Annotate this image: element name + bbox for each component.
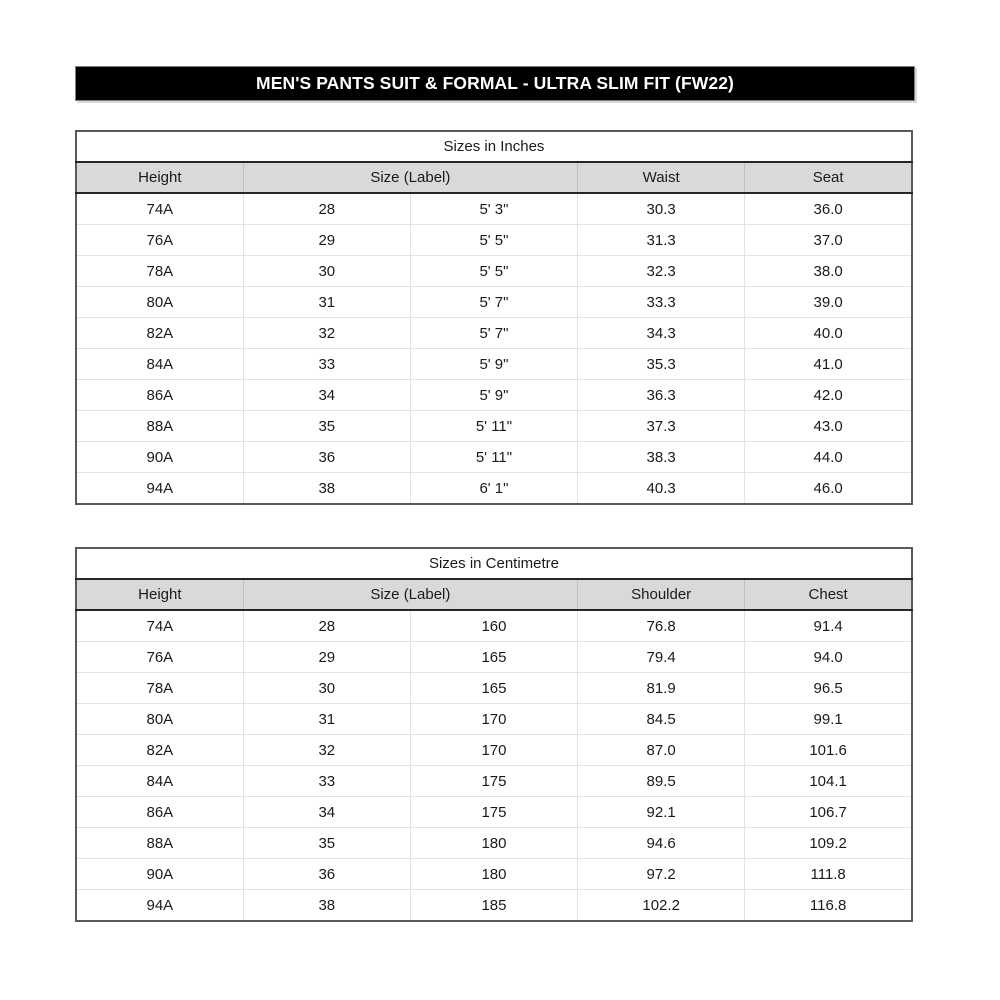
table-cell: 5' 3" bbox=[410, 193, 577, 225]
table-cell: 101.6 bbox=[745, 735, 912, 766]
table-cell: 34.3 bbox=[578, 318, 745, 349]
table-cell: 84A bbox=[76, 349, 243, 380]
table-cell: 104.1 bbox=[745, 766, 912, 797]
table-cell: 96.5 bbox=[745, 673, 912, 704]
table-cell: 44.0 bbox=[745, 442, 912, 473]
table-cell: 36 bbox=[243, 442, 410, 473]
table-cell: 42.0 bbox=[745, 380, 912, 411]
column-header-seat: Seat bbox=[745, 162, 912, 193]
table-caption-inches: Sizes in Inches bbox=[76, 131, 912, 162]
table-cell: 111.8 bbox=[745, 859, 912, 890]
table-cell: 35 bbox=[243, 411, 410, 442]
table-cell: 170 bbox=[410, 704, 577, 735]
table-row bbox=[76, 318, 912, 349]
table-cell: 5' 7" bbox=[410, 318, 577, 349]
table-row bbox=[76, 828, 912, 859]
table-cell: 5' 7" bbox=[410, 287, 577, 318]
table-row bbox=[76, 642, 912, 673]
table-cell: 5' 5" bbox=[410, 256, 577, 287]
table-cell: 74A bbox=[76, 193, 243, 225]
table-cell: 31.3 bbox=[578, 225, 745, 256]
table-cell: 33 bbox=[243, 349, 410, 380]
table-row bbox=[76, 766, 912, 797]
table-cell: 74A bbox=[76, 610, 243, 642]
table-cell: 106.7 bbox=[745, 797, 912, 828]
column-header-chest: Chest bbox=[745, 579, 912, 610]
table-cell: 30.3 bbox=[578, 193, 745, 225]
table-cell: 165 bbox=[410, 642, 577, 673]
table-cell: 37.0 bbox=[745, 225, 912, 256]
table-cell: 87.0 bbox=[578, 735, 745, 766]
table-row bbox=[76, 380, 912, 411]
table-cell: 38.3 bbox=[578, 442, 745, 473]
table-cell: 116.8 bbox=[745, 890, 912, 922]
table-cell: 185 bbox=[410, 890, 577, 922]
table-cell: 36 bbox=[243, 859, 410, 890]
table-row bbox=[76, 735, 912, 766]
table-cell: 38 bbox=[243, 890, 410, 922]
column-header-height: Height bbox=[76, 162, 243, 193]
table-cell: 78A bbox=[76, 256, 243, 287]
table-cell: 86A bbox=[76, 797, 243, 828]
sizes-in-inches-table bbox=[75, 130, 913, 505]
table-cell: 99.1 bbox=[745, 704, 912, 735]
sizes-in-centimetre-table bbox=[75, 547, 913, 922]
table-cell: 29 bbox=[243, 642, 410, 673]
table-cell: 165 bbox=[410, 673, 577, 704]
table-cell: 160 bbox=[410, 610, 577, 642]
table-cell: 88A bbox=[76, 411, 243, 442]
column-header-size-label: Size (Label) bbox=[243, 579, 577, 610]
table-cell: 102.2 bbox=[578, 890, 745, 922]
table-row bbox=[76, 256, 912, 287]
table-cell: 6' 1" bbox=[410, 473, 577, 505]
table-cell: 33 bbox=[243, 766, 410, 797]
table-row bbox=[76, 225, 912, 256]
table-cell: 5' 9" bbox=[410, 380, 577, 411]
table-cell: 35 bbox=[243, 828, 410, 859]
table-cell: 30 bbox=[243, 673, 410, 704]
table-header-row bbox=[76, 579, 912, 610]
table-cell: 31 bbox=[243, 704, 410, 735]
table-cell: 97.2 bbox=[578, 859, 745, 890]
table-cell: 80A bbox=[76, 704, 243, 735]
table-cell: 46.0 bbox=[745, 473, 912, 505]
table-cell: 80A bbox=[76, 287, 243, 318]
table-cell: 94A bbox=[76, 473, 243, 505]
table-cell: 170 bbox=[410, 735, 577, 766]
table-cell: 89.5 bbox=[578, 766, 745, 797]
page-title: MEN'S PANTS SUIT & FORMAL - ULTRA SLIM FIT (FW22) bbox=[75, 66, 915, 101]
table-cell: 76A bbox=[76, 225, 243, 256]
table-caption-row bbox=[76, 131, 912, 162]
table-cell: 91.4 bbox=[745, 610, 912, 642]
table-row bbox=[76, 859, 912, 890]
table-cell: 37.3 bbox=[578, 411, 745, 442]
table-cell: 88A bbox=[76, 828, 243, 859]
table-cell: 34 bbox=[243, 797, 410, 828]
table-cell: 81.9 bbox=[578, 673, 745, 704]
table-cell: 84.5 bbox=[578, 704, 745, 735]
table-cell: 35.3 bbox=[578, 349, 745, 380]
column-header-height: Height bbox=[76, 579, 243, 610]
table-cell: 82A bbox=[76, 318, 243, 349]
table-cell: 175 bbox=[410, 797, 577, 828]
table-cell: 180 bbox=[410, 828, 577, 859]
table-cell: 86A bbox=[76, 380, 243, 411]
table-cell: 30 bbox=[243, 256, 410, 287]
table-cell: 32.3 bbox=[578, 256, 745, 287]
table-cell: 76A bbox=[76, 642, 243, 673]
table-cell: 79.4 bbox=[578, 642, 745, 673]
table-row bbox=[76, 704, 912, 735]
table-cell: 5' 5" bbox=[410, 225, 577, 256]
column-header-waist: Waist bbox=[578, 162, 745, 193]
table-row bbox=[76, 411, 912, 442]
table-cell: 82A bbox=[76, 735, 243, 766]
table-cell: 78A bbox=[76, 673, 243, 704]
column-header-size-label: Size (Label) bbox=[243, 162, 577, 193]
table-cell: 40.0 bbox=[745, 318, 912, 349]
table-cell: 32 bbox=[243, 318, 410, 349]
table-cell: 31 bbox=[243, 287, 410, 318]
table-cell: 40.3 bbox=[578, 473, 745, 505]
table-cell: 90A bbox=[76, 859, 243, 890]
table-cell: 94.6 bbox=[578, 828, 745, 859]
table-row bbox=[76, 193, 912, 225]
table-cell: 28 bbox=[243, 610, 410, 642]
table-cell: 109.2 bbox=[745, 828, 912, 859]
table-cell: 94A bbox=[76, 890, 243, 922]
table-cell: 5' 9" bbox=[410, 349, 577, 380]
table-cell: 5' 11" bbox=[410, 442, 577, 473]
table-row bbox=[76, 673, 912, 704]
table-row bbox=[76, 442, 912, 473]
table-cell: 41.0 bbox=[745, 349, 912, 380]
table-row bbox=[76, 890, 912, 922]
table-cell: 38.0 bbox=[745, 256, 912, 287]
table-cell: 38 bbox=[243, 473, 410, 505]
table-cell: 28 bbox=[243, 193, 410, 225]
table-cell: 36.0 bbox=[745, 193, 912, 225]
table-row bbox=[76, 349, 912, 380]
table-row bbox=[76, 287, 912, 318]
table-caption-centimetre: Sizes in Centimetre bbox=[76, 548, 912, 579]
table-cell: 29 bbox=[243, 225, 410, 256]
table-cell: 94.0 bbox=[745, 642, 912, 673]
table-cell: 84A bbox=[76, 766, 243, 797]
column-header-shoulder: Shoulder bbox=[578, 579, 745, 610]
table-caption-row bbox=[76, 548, 912, 579]
table-cell: 92.1 bbox=[578, 797, 745, 828]
table-cell: 5' 11" bbox=[410, 411, 577, 442]
table-cell: 39.0 bbox=[745, 287, 912, 318]
table-cell: 43.0 bbox=[745, 411, 912, 442]
table-cell: 34 bbox=[243, 380, 410, 411]
table-cell: 180 bbox=[410, 859, 577, 890]
table-cell: 76.8 bbox=[578, 610, 745, 642]
table-cell: 36.3 bbox=[578, 380, 745, 411]
table-row bbox=[76, 610, 912, 642]
table-cell: 175 bbox=[410, 766, 577, 797]
table-cell: 33.3 bbox=[578, 287, 745, 318]
table-row bbox=[76, 797, 912, 828]
table-header-row bbox=[76, 162, 912, 193]
table-row bbox=[76, 473, 912, 505]
table-cell: 90A bbox=[76, 442, 243, 473]
table-cell: 32 bbox=[243, 735, 410, 766]
